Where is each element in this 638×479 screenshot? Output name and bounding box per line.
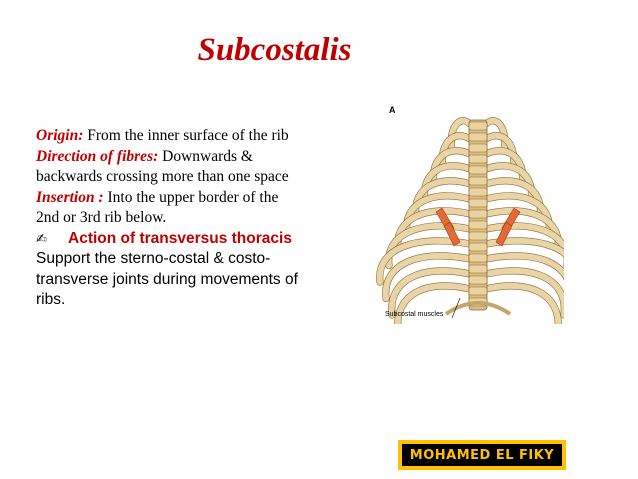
vertebra-5 [469, 166, 487, 174]
vertebra-12 [469, 243, 487, 251]
ribcage-illustration [376, 102, 564, 324]
insertion-line-2: 2nd or 3rd rib below. [36, 209, 167, 226]
slide-title: Subcostalis [197, 32, 352, 68]
ribcage-figure [376, 102, 564, 324]
author-badge-inner [402, 444, 562, 466]
vertebra-10 [469, 221, 487, 229]
action-line-3: ribs. [36, 291, 66, 308]
origin-text: From the inner surface of the rib [83, 127, 289, 144]
vertebra-14 [469, 265, 487, 273]
vertebra-6 [469, 177, 487, 185]
action-line-1: Support the sterno-costal & costo- [36, 250, 271, 267]
action-heading: Action of transversus thoracis [68, 229, 292, 247]
rib-right-10 [486, 256, 564, 299]
vertebra-3 [469, 144, 487, 152]
origin-line [36, 126, 336, 147]
vertebra-7 [469, 188, 487, 196]
action-heading-line [36, 229, 336, 250]
direction-line-2: backwards crossing more than one space [36, 168, 289, 185]
vertebra-1 [469, 122, 487, 130]
figure-letter: A [389, 105, 396, 115]
action-line-2: transverse joints during movements of [36, 270, 298, 288]
vertebra-11 [469, 232, 487, 240]
spine [469, 120, 487, 310]
vertebra-16 [469, 287, 487, 295]
body-text [36, 126, 336, 311]
vertebra-15 [469, 276, 487, 284]
vertebrae [469, 122, 487, 306]
insertion-line [36, 188, 336, 209]
direction-text: Downwards & [158, 147, 253, 165]
vertebra-13 [469, 254, 487, 262]
figure-caption: Subcostal muscles [385, 311, 444, 318]
insertion-label: Insertion : [36, 188, 104, 206]
direction-label: Direction of fibres: [36, 147, 159, 165]
insertion-text: Into the upper border of the [103, 188, 279, 206]
vertebra-9 [469, 210, 487, 218]
pen-icon: ✍ [36, 231, 47, 247]
author-name: MOHAMED EL FIKY [409, 447, 555, 463]
origin-label: Origin: [36, 127, 84, 144]
vertebra-4 [469, 155, 487, 163]
author-badge [398, 440, 566, 470]
vertebra-2 [469, 133, 487, 141]
vertebra-8 [469, 199, 487, 207]
direction-line [36, 147, 336, 168]
